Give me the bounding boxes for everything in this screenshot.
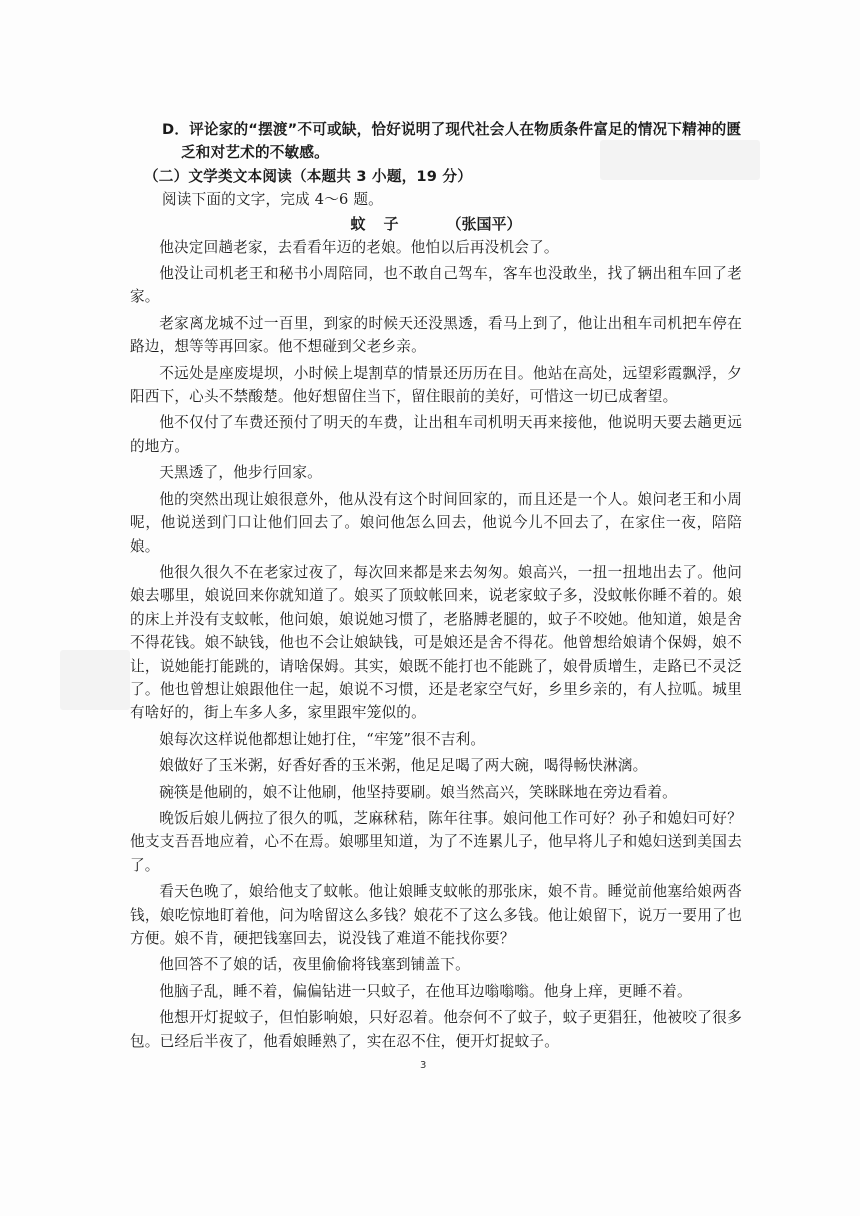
option-d-line1: D．评论家的“摆渡”不可或缺，恰好说明了现代社会人在物质条件富足的情况下精神的匮 bbox=[162, 121, 742, 138]
story-paragraph: 他脑子乱，睡不着，偏偏钻进一只蚊子，在他耳边嗡嗡嗡。他身上痒，更睡不着。 bbox=[159, 982, 692, 1000]
story-paragraph: 他想开灯捉蚊子，但怕影响娘，只好忍着。他奈何不了蚊子，蚊子更猖狂，他被咬了很多包。已经后半夜了，他看娘睡熟了，实在忍不住，便开灯捉蚊子。 bbox=[130, 1009, 742, 1050]
story-paragraph: 看天色晚了，娘给他支了蚊帐。他让娘睡支蚊帐的那张床，娘不肯。睡觉前他塞给娘两沓钱，娘吃惊地盯着他，问为啥留这么多钱？娘花不了这么多钱。他让娘留下，说万一要用了也方便。娘不肯，硬把钱塞回去，说没钱了难道不能找你要？ bbox=[130, 883, 742, 947]
story-body bbox=[130, 236, 742, 1053]
story-paragraph: 他没让司机老王和秘书小周陪同，也不敢自己驾车，客车也没敢坐，找了辆出租车回了老家。 bbox=[130, 265, 742, 306]
story-paragraph: 娘每次这样说他都想让她打住，“牢笼”很不吉利。 bbox=[159, 730, 486, 748]
story-paragraph: 他的突然出现让娘很意外，他从没有这个时间回家的，而且还是一个人。娘问老王和小周呢，他说送到门口让他们回去了。娘问他怎么回去，他说今儿不回去了，在家住一夜，陪陪娘。 bbox=[130, 490, 742, 555]
scan-bleed bbox=[60, 650, 130, 710]
story-paragraph: 他很久很久不在老家过夜了，每次回来都是来去匆匆。娘高兴，一扭一扭地出去了。他问娘去哪里，娘说回来你就知道了。娘买了顶蚊帐回来，说老家蚊子多，没蚊帐你睡不着的。娘的床上并没有支蚊帐，他问娘，娘说她习惯了，老胳膊老腿的，蚊子不咬她。他知道，娘是舍不得花钱。娘不缺钱，他也不会让娘缺钱，可是娘还是舍不得花。他曾想给娘请个保姆，娘不让，说她能打能跳的，请啥保姆。其实，娘既不能打也不能跳了，娘骨质增生，走路已不灵泛了。他也曾想让娘跟他住一起，娘说不习惯，还是老家空气好，乡里乡亲的，有人拉呱。城里有啥好的，街上车多人多，家里跟牢笼似的。 bbox=[130, 563, 742, 722]
story-paragraph: 他决定回趟老家，去看看年迈的老娘。他怕以后再没机会了。 bbox=[159, 238, 559, 256]
story-paragraph: 碗筷是他刷的，娘不让他刷，他坚持要刷。娘当然高兴，笑眯眯地在旁边看着。 bbox=[159, 783, 677, 801]
section-heading: （二）文学类文本阅读（本题共 3 小题，19 分） bbox=[144, 167, 472, 185]
option-d bbox=[130, 118, 742, 165]
option-d-line2: 乏和对艺术的不敏感。 bbox=[181, 144, 329, 162]
page-number: 3 bbox=[420, 1060, 427, 1071]
story-paragraph: 娘做好了玉米粥，好香好香的玉米粥，他足足喝了两大碗，喝得畅快淋漓。 bbox=[159, 757, 648, 775]
reading-instruction: 阅读下面的文字，完成 4～6 题。 bbox=[162, 191, 383, 209]
story-paragraph: 天黑透了，他步行回家。 bbox=[159, 464, 322, 482]
story-title-line bbox=[130, 212, 742, 236]
story-paragraph: 晚饭后娘儿俩拉了很久的呱，芝麻秫秸，陈年往事。娘问他工作可好？孙子和媳妇可好？他支支吾吾地应着，心不在焉。娘哪里知道，为了不连累儿子，他早将儿子和媳妇送到美国去了。 bbox=[130, 809, 742, 874]
story-paragraph: 不远处是座废堤坝，小时候上堤割草的情景还历历在目。他站在高处，远望彩霞飘浮，夕阳西下，心头不禁酸楚。他好想留住当下，留住眼前的美好，可惜这一切已成奢望。 bbox=[130, 364, 742, 406]
story-paragraph: 他回答不了娘的话，夜里偷偷将钱塞到铺盖下。 bbox=[159, 956, 470, 974]
story-author: （张国平） bbox=[446, 214, 522, 233]
page-content bbox=[130, 118, 742, 1053]
story-paragraph: 他不仅付了车费还预付了明天的车费，让出租车司机明天再来接他，他说明天要去趟更远的地方。 bbox=[130, 414, 742, 455]
story-title: 蚊子 bbox=[350, 214, 417, 233]
story-paragraph: 老家离龙城不过一百里，到家的时候天还没黑透，看马上到了，他让出租车司机把车停在路边，想等等再回家。他不想碰到父老乡亲。 bbox=[130, 314, 742, 356]
